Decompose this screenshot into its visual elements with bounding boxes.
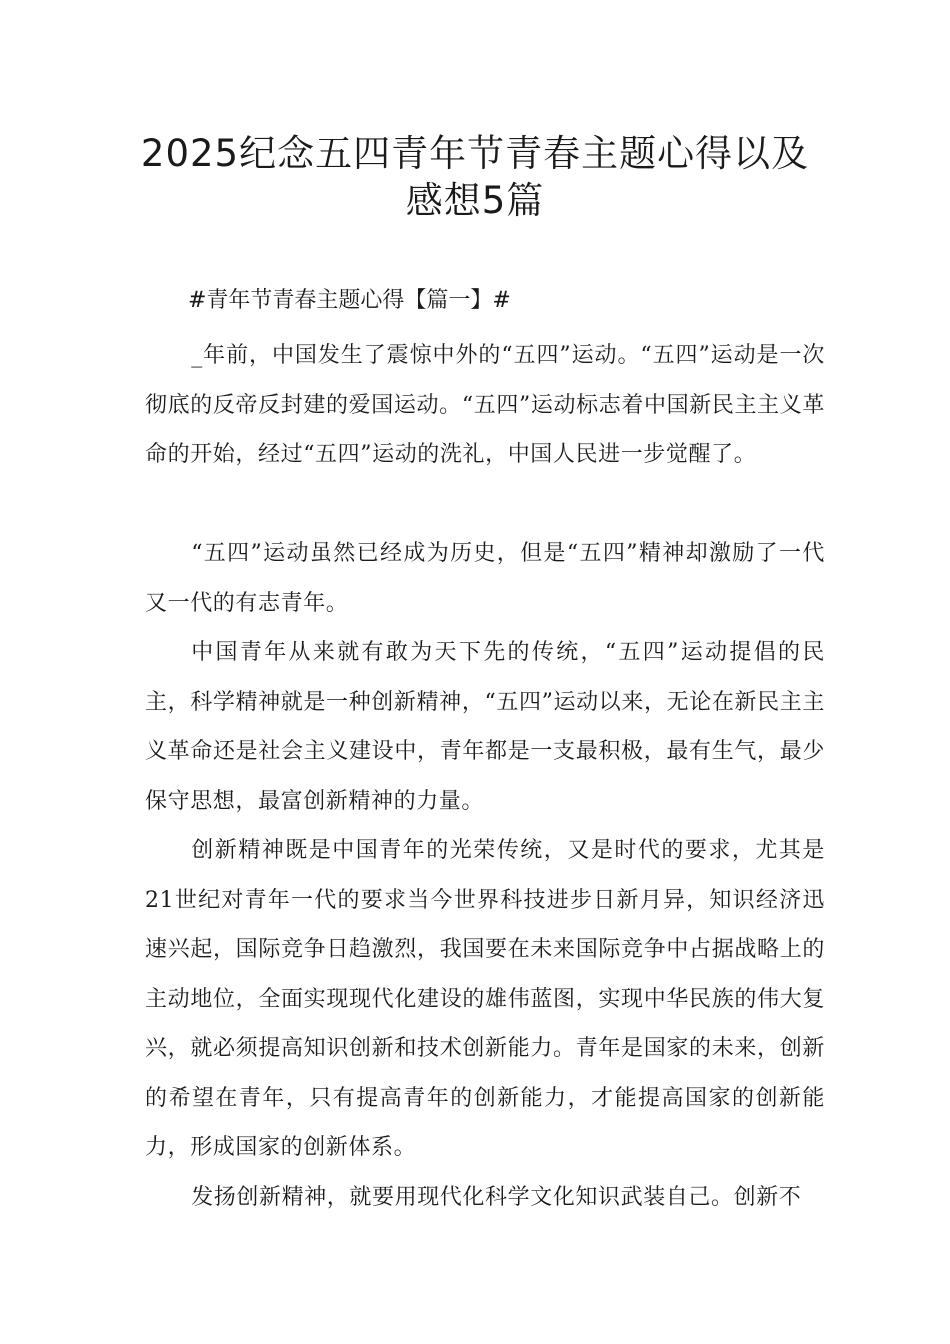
paragraph-2-block xyxy=(145,529,825,628)
paragraph-4-block xyxy=(145,826,825,1173)
document-title-line-1: 2025纪念五四青年节青春主题心得以及 xyxy=(140,132,810,175)
paragraph-3-block xyxy=(145,628,825,826)
paragraph: 发扬创新精神，就要用现代化科学文化知识武装自己。创新不 xyxy=(191,1185,802,1210)
paragraph-1-block xyxy=(145,331,825,480)
paragraph: “五四”运动虽然已经成为历史，但是“五四”精神却激励了一代又一代的有志青年。 xyxy=(145,541,825,616)
document-title-line-2: 感想5篇 xyxy=(405,179,545,222)
paragraph-5-block xyxy=(145,1173,825,1223)
paragraph: _年前，中国发生了震惊中外的“五四”运动。“五四”运动是一次彻底的反帝反封建的爱国运动。“五四”运动标志着中国新民主主义革命的开始，经过“五四”运动的洗礼，中国人民进一步觉醒了。 xyxy=(145,343,825,467)
paragraph: 中国青年从来就有敢为天下先的传统，“五四”运动提倡的民主，科学精神就是一种创新精神，“五四”运动以来，无论在新民主主义革命还是社会主义建设中，青年都是一支最积极，最有生气，最少保守思想，最富创新精神的力量。 xyxy=(145,640,825,814)
section-heading: #青年节青春主题心得【篇一】# xyxy=(188,288,511,313)
paragraph: 创新精神既是中国青年的光荣传统，又是时代的要求，尤其是21世纪对青年一代的要求当今世界科技进步日新月异，知识经济迅速兴起，国际竞争日趋激烈，我国要在未来国际竞争中占据战略上的主动地位，全面实现现代化建设的雄伟蓝图，实现中华民族的伟大复兴，就必须提高知识创新和技术创新能力。青年是国家的未来，创新的希望在青年，只有提高青年的创新能力，才能提高国家的创新能力，形成国家的创新体系。 xyxy=(145,838,825,1160)
